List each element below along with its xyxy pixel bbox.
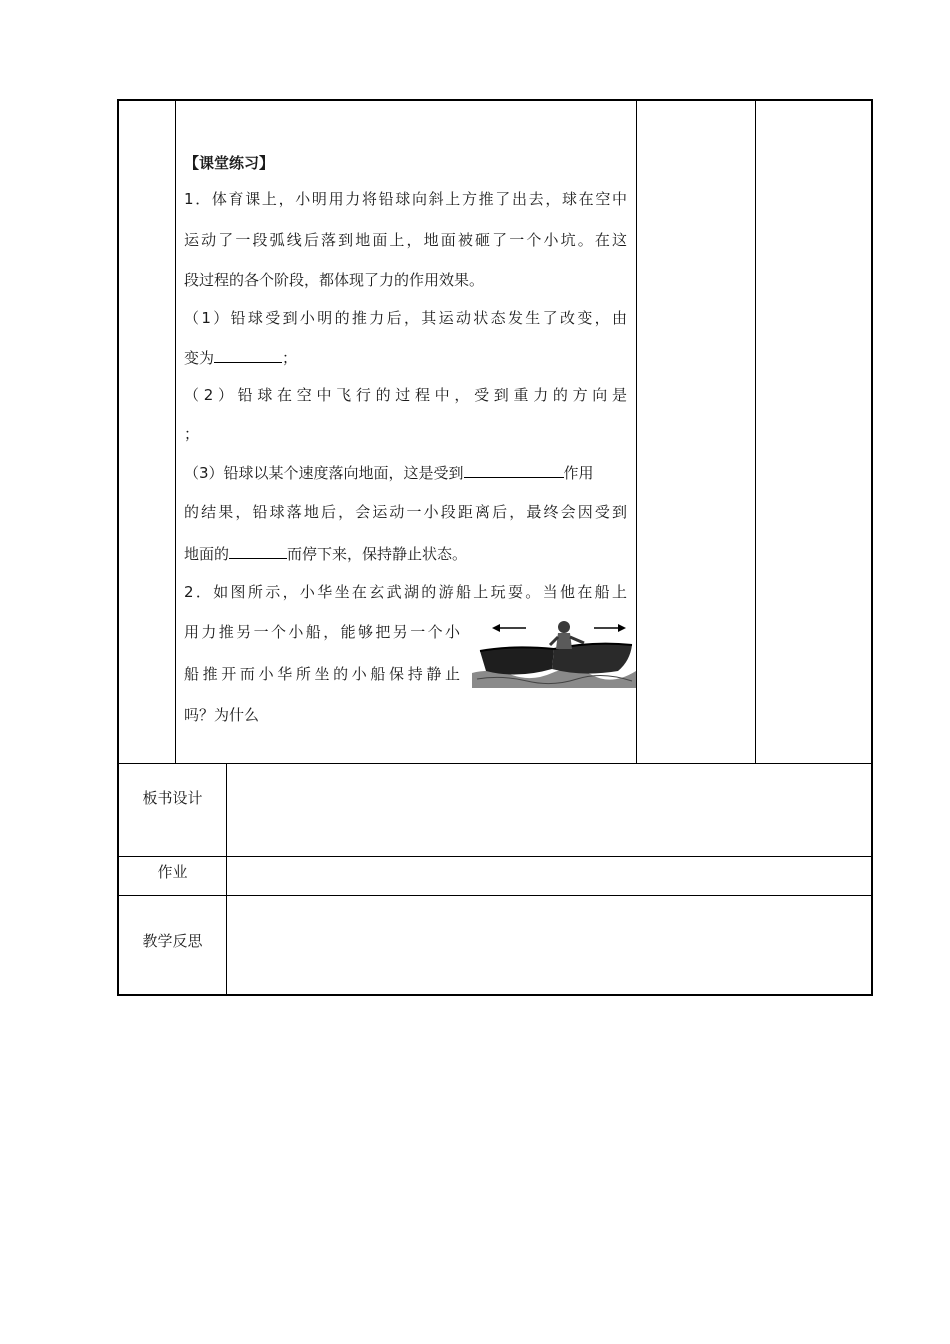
row-divider <box>118 895 872 896</box>
q1-line3: 段过程的各个阶段，都体现了力的作用效果。 <box>184 271 485 289</box>
q2-line3: 船推开而小华所坐的小船保持静止 <box>184 665 460 683</box>
q1-sub1-suffix: ； <box>282 349 298 367</box>
q1-sub3-line1 <box>184 462 594 483</box>
q1-sub3-l3-suffix: 而停下来，保持静止状态。 <box>287 545 468 563</box>
q1-sub1-line1: （1）铅球受到小明的推力后，其运动状态发生了改变，由 <box>184 309 627 327</box>
answer-blank <box>464 462 564 478</box>
q1-line1: 1．体育课上，小明用力将铅球向斜上方推了出去，球在空中 <box>184 190 627 208</box>
q1-sub2-line1: （2）铅球在空中飞行的过程中，受到重力的方向是 <box>184 386 627 404</box>
q1-sub1-prefix: 变为 <box>184 349 215 367</box>
boat-illustration <box>472 613 636 688</box>
q2-line1: 2．如图所示，小华坐在玄武湖的游船上玩耍。当他在船上 <box>184 583 627 601</box>
homework-label: 作业 <box>157 863 188 881</box>
q1-sub3-prefix: （3）铅球以某个速度落向地面，这是受到 <box>184 464 464 482</box>
board-design-label: 板书设计 <box>142 789 203 807</box>
exercise-heading: 【课堂练习】 <box>184 154 275 172</box>
answer-blank <box>229 543 287 559</box>
column-divider <box>755 100 756 763</box>
column-divider <box>636 100 637 763</box>
q1-sub3-l3-prefix: 地面的 <box>184 545 230 563</box>
q2-line2: 用力推另一个小船，能够把另一个小 <box>184 623 460 641</box>
q2-line4: 吗？为什么 <box>184 706 260 724</box>
q1-sub3-line3 <box>184 543 467 564</box>
reflection-label: 教学反思 <box>142 932 203 950</box>
q1-sub3-suffix: 作用 <box>563 464 594 482</box>
column-divider <box>175 100 176 763</box>
row-divider <box>118 763 872 764</box>
q1-line2: 运动了一段弧线后落到地面上，地面被砸了一个小坑。在这 <box>184 231 627 249</box>
q1-sub2-line2: ； <box>184 425 200 443</box>
answer-blank <box>214 347 282 363</box>
row-divider <box>118 856 872 857</box>
q1-sub3-line2: 的结果，铅球落地后，会运动一小段距离后，最终会因受到 <box>184 503 627 521</box>
q1-sub1-line2 <box>184 347 297 368</box>
column-divider <box>226 763 227 995</box>
